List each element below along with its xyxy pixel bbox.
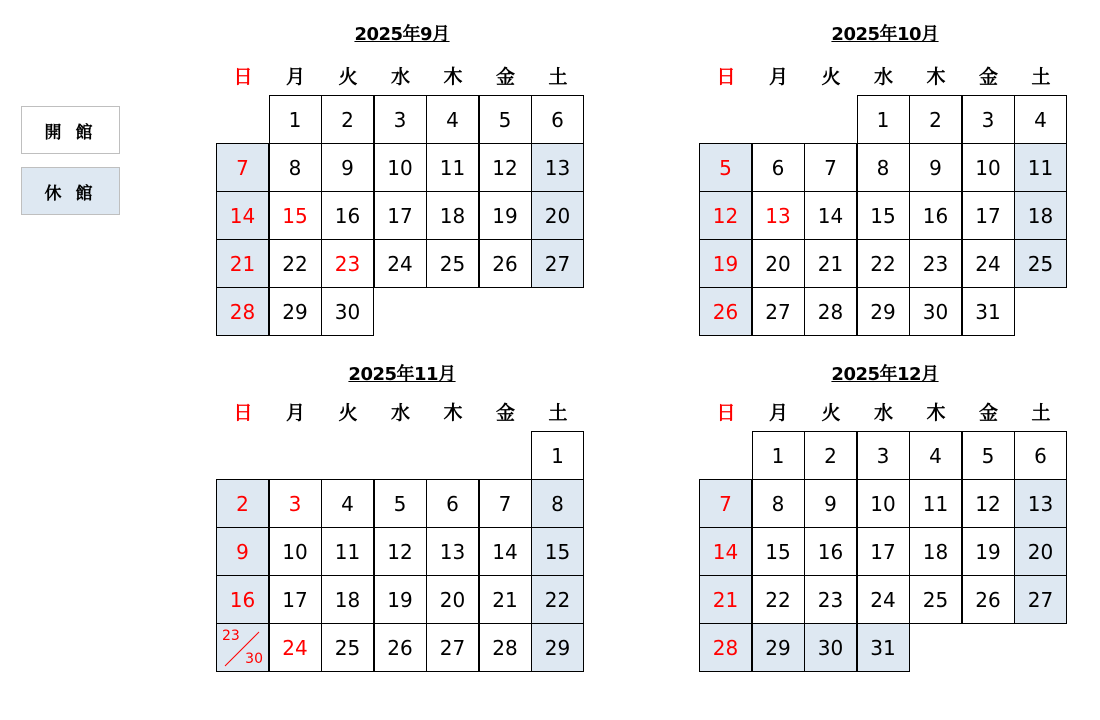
day-cell-closed: [531, 143, 584, 192]
month-title: 2025年12月: [831, 364, 939, 385]
day-number: 2: [236, 491, 249, 516]
day-cell-closed: [531, 191, 584, 240]
day-number: 10: [282, 539, 308, 564]
day-number: 30: [334, 299, 361, 324]
day-cell: [374, 479, 427, 528]
day-cell: [752, 575, 805, 624]
day-cell: [804, 191, 857, 240]
day-cell-closed: [1014, 143, 1067, 192]
day-number: 8: [551, 491, 564, 516]
weekday-label: 水: [390, 402, 410, 424]
day-cell: [804, 479, 857, 528]
day-cell: [374, 143, 427, 192]
day-cell: [479, 575, 532, 624]
day-cell: [269, 575, 322, 624]
day-cell: [804, 527, 857, 576]
day-number: 4: [341, 491, 354, 516]
day-cell: [426, 239, 479, 288]
day-number: 25: [334, 635, 361, 660]
day-number: 28: [492, 635, 518, 660]
day-cell-closed: [216, 239, 269, 288]
day-number: 1: [551, 443, 564, 468]
day-number: 18: [1027, 203, 1054, 228]
day-number: 10: [975, 155, 1001, 180]
day-cell: [962, 191, 1015, 240]
day-number: 29: [765, 635, 791, 660]
day-cell: [426, 191, 479, 240]
day-cell-closed: [699, 287, 752, 336]
weekday-label: 月: [285, 66, 305, 88]
day-cell: [479, 95, 532, 144]
day-cell: [962, 239, 1015, 288]
day-number: 11: [334, 539, 361, 564]
day-cell: [857, 287, 910, 336]
day-cell: [269, 479, 322, 528]
weekday-label: 日: [716, 66, 736, 88]
day-number: 26: [975, 587, 1001, 612]
day-number: 18: [334, 587, 361, 612]
day-cell: [321, 623, 374, 672]
split-day-first: 23: [222, 628, 240, 644]
day-number: 22: [870, 251, 896, 276]
day-number: 25: [439, 251, 466, 276]
day-number: 14: [492, 539, 518, 564]
day-cell: [374, 239, 427, 288]
day-cell-closed: [804, 623, 857, 672]
day-number: 14: [712, 539, 739, 564]
day-number: 27: [1027, 587, 1054, 612]
day-number: 8: [876, 155, 890, 180]
day-number: 15: [765, 539, 791, 564]
day-cell: [962, 143, 1015, 192]
day-number: 27: [439, 635, 466, 660]
day-number: 12: [975, 491, 1001, 516]
day-number: 25: [1027, 251, 1054, 276]
day-cell: [321, 143, 374, 192]
day-cell-closed: [531, 527, 584, 576]
day-number: 23: [334, 251, 361, 276]
day-number: 14: [817, 203, 844, 228]
day-number: 1: [288, 107, 302, 132]
weekday-label: 火: [338, 402, 358, 424]
day-number: 12: [492, 155, 518, 180]
weekday-label: 土: [548, 402, 568, 424]
weekday-label: 日: [716, 402, 736, 424]
weekday-label: 火: [821, 402, 841, 424]
day-cell: [426, 575, 479, 624]
day-cell: [752, 239, 805, 288]
day-cell: [374, 623, 427, 672]
day-cell-closed: [699, 191, 752, 240]
month-title: 2025年11月: [348, 364, 456, 385]
day-cell: [374, 575, 427, 624]
day-cell: [426, 95, 479, 144]
day-number: 1: [771, 443, 785, 468]
day-cell: [804, 143, 857, 192]
day-number: 23: [817, 587, 844, 612]
day-cell: [857, 143, 910, 192]
day-number: 4: [929, 443, 942, 468]
day-cell-closed: [1014, 479, 1067, 528]
day-number: 24: [387, 251, 413, 276]
day-number: 19: [712, 251, 739, 276]
day-cell: [962, 527, 1015, 576]
weekday-label: 金: [978, 66, 998, 88]
legend-open: [21, 106, 120, 154]
day-cell: [374, 95, 427, 144]
day-cell: [479, 191, 532, 240]
day-number: 29: [282, 299, 308, 324]
day-number: 2: [341, 107, 354, 132]
day-number: 28: [817, 299, 844, 324]
day-number: 26: [712, 299, 739, 324]
day-number: 22: [765, 587, 791, 612]
day-number: 25: [922, 587, 949, 612]
day-cell: [962, 431, 1015, 480]
day-cell-closed: [1014, 239, 1067, 288]
day-number: 16: [229, 587, 256, 612]
day-number: 11: [922, 491, 949, 516]
day-cell: [909, 479, 962, 528]
day-number: 7: [236, 155, 249, 180]
day-cell-closed: [216, 479, 269, 528]
day-number: 16: [817, 539, 844, 564]
day-number: 9: [341, 155, 354, 180]
day-cell: [909, 575, 962, 624]
day-cell-closed: [216, 191, 269, 240]
day-number: 10: [387, 155, 413, 180]
weekday-label: 木: [926, 402, 946, 424]
day-cell: [909, 431, 962, 480]
weekday-label: 土: [548, 66, 568, 88]
weekday-label: 日: [233, 66, 253, 88]
day-cell: [269, 95, 322, 144]
day-cell-closed: [216, 527, 269, 576]
day-number: 2: [824, 443, 837, 468]
day-number: 11: [1027, 155, 1054, 180]
legend-closed: [21, 167, 120, 215]
day-number: 8: [288, 155, 302, 180]
day-cell: [321, 95, 374, 144]
day-cell: [321, 479, 374, 528]
day-cell: [269, 143, 322, 192]
day-cell-closed: [699, 575, 752, 624]
weekday-label: 土: [1031, 402, 1051, 424]
day-number: 21: [229, 251, 256, 276]
day-number: 15: [282, 203, 308, 228]
day-number: 12: [387, 539, 413, 564]
weekday-label: 金: [495, 66, 515, 88]
day-number: 5: [981, 443, 995, 468]
day-number: 21: [817, 251, 844, 276]
weekday-label: 月: [768, 66, 788, 88]
day-cell-closed: [216, 287, 269, 336]
day-cell-closed: [752, 623, 805, 672]
day-cell: [909, 239, 962, 288]
day-cell: [857, 575, 910, 624]
day-cell-closed: [699, 143, 752, 192]
day-cell: [1014, 431, 1067, 480]
day-cell: [804, 431, 857, 480]
day-cell: [321, 575, 374, 624]
day-cell: [531, 431, 584, 480]
weekday-label: 火: [821, 66, 841, 88]
day-cell-closed: [699, 239, 752, 288]
day-number: 3: [288, 491, 302, 516]
day-number: 29: [544, 635, 571, 660]
month-calendar: [217, 360, 587, 690]
day-cell: [479, 143, 532, 192]
day-number: 17: [870, 539, 896, 564]
day-number: 7: [719, 491, 732, 516]
day-number: 11: [439, 155, 466, 180]
day-number: 10: [870, 491, 896, 516]
day-cell: [531, 95, 584, 144]
day-cell-closed: [1014, 527, 1067, 576]
day-number: 5: [719, 155, 732, 180]
weekday-label: 金: [978, 402, 998, 424]
weekday-label: 木: [926, 66, 946, 88]
day-cell: [321, 287, 374, 336]
day-number: 24: [282, 635, 308, 660]
day-number: 9: [236, 539, 249, 564]
split-day: [217, 624, 268, 671]
day-cell-closed: [531, 575, 584, 624]
day-number: 15: [544, 539, 571, 564]
day-cell-closed: [699, 623, 752, 672]
day-number: 19: [492, 203, 518, 228]
day-cell-closed: [531, 623, 584, 672]
day-number: 9: [824, 491, 837, 516]
day-cell-closed: [216, 575, 269, 624]
day-number: 6: [446, 491, 459, 516]
day-cell-closed: [216, 623, 269, 672]
day-number: 8: [771, 491, 785, 516]
day-number: 27: [544, 251, 571, 276]
day-cell: [752, 527, 805, 576]
weekday-label: 水: [873, 66, 893, 88]
month-calendar: [217, 20, 587, 350]
day-number: 12: [712, 203, 739, 228]
day-cell: [752, 479, 805, 528]
day-cell: [426, 479, 479, 528]
day-cell-closed: [531, 239, 584, 288]
day-cell-closed: [216, 143, 269, 192]
day-number: 16: [334, 203, 361, 228]
day-cell: [426, 623, 479, 672]
weekday-label: 木: [443, 66, 463, 88]
day-number: 14: [229, 203, 256, 228]
day-number: 17: [387, 203, 413, 228]
month-title: 2025年10月: [831, 24, 939, 45]
day-cell: [909, 95, 962, 144]
day-number: 4: [446, 107, 459, 132]
day-number: 13: [439, 539, 466, 564]
day-number: 16: [922, 203, 949, 228]
day-number: 6: [771, 155, 785, 180]
day-cell: [857, 191, 910, 240]
day-number: 23: [922, 251, 949, 276]
weekday-label: 月: [285, 402, 305, 424]
day-number: 18: [439, 203, 466, 228]
day-number: 3: [393, 107, 407, 132]
day-cell: [374, 191, 427, 240]
day-cell: [804, 239, 857, 288]
day-cell: [479, 239, 532, 288]
day-cell: [857, 239, 910, 288]
day-number: 27: [765, 299, 791, 324]
day-cell: [804, 287, 857, 336]
day-number: 22: [544, 587, 571, 612]
day-cell: [374, 527, 427, 576]
day-cell: [269, 527, 322, 576]
day-number: 26: [492, 251, 518, 276]
day-cell: [962, 95, 1015, 144]
day-cell-closed: [857, 623, 910, 672]
day-cell: [857, 479, 910, 528]
day-cell: [479, 527, 532, 576]
day-number: 31: [975, 299, 1001, 324]
day-cell: [909, 527, 962, 576]
day-cell: [426, 143, 479, 192]
day-number: 26: [387, 635, 413, 660]
day-cell: [269, 623, 322, 672]
day-cell-closed: [699, 479, 752, 528]
day-number: 21: [492, 587, 518, 612]
day-cell: [804, 575, 857, 624]
day-cell: [857, 527, 910, 576]
day-number: 2: [929, 107, 942, 132]
month-calendar: [700, 360, 1070, 690]
month-title: 2025年9月: [354, 24, 450, 45]
day-cell: [269, 191, 322, 240]
day-number: 6: [1034, 443, 1047, 468]
day-cell: [962, 287, 1015, 336]
day-number: 13: [765, 203, 791, 228]
day-number: 30: [817, 635, 844, 660]
day-cell: [1014, 95, 1067, 144]
day-cell-closed: [531, 479, 584, 528]
day-cell: [752, 431, 805, 480]
legend-closed-label: 休 館: [44, 183, 97, 204]
weekday-label: 火: [338, 66, 358, 88]
legend-open-label: 開 館: [44, 122, 97, 143]
day-number: 17: [975, 203, 1001, 228]
day-number: 20: [544, 203, 571, 228]
day-cell-closed: [1014, 575, 1067, 624]
day-number: 31: [870, 635, 896, 660]
day-cell: [479, 479, 532, 528]
day-cell: [962, 479, 1015, 528]
day-number: 7: [824, 155, 837, 180]
weekday-label: 金: [495, 402, 515, 424]
day-number: 22: [282, 251, 308, 276]
day-number: 19: [387, 587, 413, 612]
day-number: 5: [393, 491, 407, 516]
day-cell: [752, 287, 805, 336]
day-cell: [321, 239, 374, 288]
day-number: 29: [870, 299, 896, 324]
day-cell: [857, 95, 910, 144]
day-cell: [752, 143, 805, 192]
day-cell: [479, 623, 532, 672]
day-number: 20: [1027, 539, 1054, 564]
day-cell: [321, 527, 374, 576]
day-number: 15: [870, 203, 896, 228]
day-number: 13: [1027, 491, 1054, 516]
day-cell-closed: [1014, 191, 1067, 240]
weekday-label: 水: [390, 66, 410, 88]
day-cell: [857, 431, 910, 480]
day-number: 3: [876, 443, 890, 468]
day-number: 1: [876, 107, 890, 132]
day-cell: [909, 143, 962, 192]
day-cell: [962, 575, 1015, 624]
day-number: 4: [1034, 107, 1047, 132]
weekday-label: 月: [768, 402, 788, 424]
split-day-second: 30: [245, 651, 263, 667]
day-cell-closed: [699, 527, 752, 576]
day-number: 18: [922, 539, 949, 564]
day-cell: [321, 191, 374, 240]
day-number: 5: [498, 107, 512, 132]
day-number: 28: [712, 635, 739, 660]
day-number: 17: [282, 587, 308, 612]
day-number: 3: [981, 107, 995, 132]
weekday-label: 土: [1031, 66, 1051, 88]
weekday-label: 木: [443, 402, 463, 424]
day-number: 13: [544, 155, 571, 180]
day-cell: [752, 191, 805, 240]
day-number: 6: [551, 107, 564, 132]
day-cell: [269, 239, 322, 288]
day-number: 20: [439, 587, 466, 612]
day-cell: [269, 287, 322, 336]
day-cell: [909, 287, 962, 336]
weekday-label: 日: [233, 402, 253, 424]
day-number: 20: [765, 251, 791, 276]
day-cell: [426, 527, 479, 576]
month-calendar: [700, 20, 1070, 350]
weekday-label: 水: [873, 402, 893, 424]
day-number: 30: [922, 299, 949, 324]
day-number: 19: [975, 539, 1001, 564]
day-number: 9: [929, 155, 942, 180]
day-cell: [909, 191, 962, 240]
day-number: 24: [870, 587, 896, 612]
day-number: 24: [975, 251, 1001, 276]
day-number: 21: [712, 587, 739, 612]
day-number: 7: [498, 491, 512, 516]
day-number: 28: [229, 299, 256, 324]
